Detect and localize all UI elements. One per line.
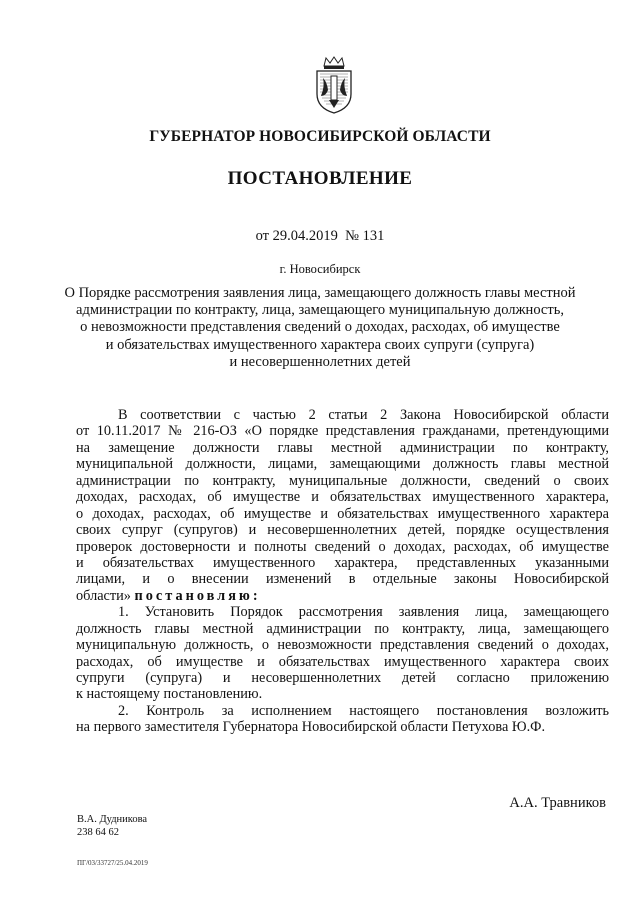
- item-1-line: должность главы местной администрации по контракту, лица, замещающего: [76, 620, 609, 637]
- item-1-line: к настоящему постановлению.: [76, 686, 263, 703]
- body-line: лицами, и о внесении изменений в отдельные законы Новосибирской: [76, 571, 609, 588]
- item-2-line: на первого заместителя Губернатора Новосибирской области Петухова Ю.Ф.: [76, 719, 546, 736]
- body-line: доходах, расходах, об имуществе и обязательствах имущественного характера,: [76, 489, 609, 506]
- item-2-line: 2. Контроль за исполнением настоящего постановления возложить: [118, 702, 609, 719]
- executor-block: [77, 814, 147, 839]
- footer-code: ПГ/03/33727/25.04.2019: [77, 859, 148, 867]
- preamble-end-line: [76, 588, 609, 604]
- document-body: [76, 407, 609, 736]
- document-type-title: ПОСТАНОВЛЕНИЕ: [227, 168, 413, 189]
- body-line: проверок достоверности и полноты сведений о доходах, расходах, об имуществе: [76, 538, 609, 555]
- item-1-line: супруги (супруга) и несовершеннолетних детей согласно приложению: [76, 670, 609, 686]
- body-line: от 10.11.2017 № 216-ОЗ «О порядке представления гражданами, претендующими: [76, 423, 609, 440]
- novosibirsk-coat-of-arms-icon: [312, 56, 356, 114]
- item-1-line: расходах, об имуществе и обязательствах имущественного характера своих: [76, 653, 609, 670]
- item-1-line: муниципальную должность, о невозможности представления сведений о доходах,: [76, 637, 609, 654]
- decree-word: постановляю:: [134, 587, 261, 604]
- body-line: о доходах, расходах, об имуществе и обязательствах имущественного характера: [76, 505, 609, 522]
- signature-name: А.А. Травников: [509, 795, 606, 811]
- executor-phone: 238 64 62: [77, 826, 119, 838]
- executor-name: В.А. Дудникова: [77, 814, 148, 825]
- body-line: муниципальной должности, лицами, замещающими должность главы местной: [76, 456, 609, 473]
- body-line: области»: [76, 587, 131, 604]
- body-line: и обязательствах имущественного характера, представленных указанными: [76, 554, 609, 571]
- body-line: В соответствии с частью 2 статьи 2 Закона Новосибирской области: [118, 407, 609, 423]
- subject-line: и несовершеннолетних детей: [229, 353, 411, 370]
- document-subject: [0, 285, 640, 371]
- organization-title: ГУБЕРНАТОР НОВОСИБИРСКОЙ ОБЛАСТИ: [149, 128, 491, 145]
- subject-line: и обязательствах имущественного характера своих супруги (супруга): [105, 336, 535, 353]
- body-line: администрации по контракту, муниципальные должности, сведений о своих: [76, 472, 609, 489]
- subject-line: администрации по контракту, лица, замещающего муниципальную должность,: [76, 302, 564, 319]
- body-line: на замещение должности главы местной администрации по контракту,: [76, 439, 609, 456]
- body-line: своих супруг (супругов) и несовершеннолетних детей, порядке осуществления: [76, 522, 609, 539]
- subject-line: о невозможности представления сведений о доходах, расходах, об имуществе: [80, 319, 560, 336]
- city-label: г. Новосибирск: [279, 262, 361, 276]
- item-1-line: 1. Установить Порядок рассмотрения заявления лица, замещающего: [118, 604, 609, 621]
- subject-line: О Порядке рассмотрения заявления лица, замещающего должность главы местной: [64, 285, 576, 301]
- date-and-number: от 29.04.2019 № 131: [255, 228, 385, 244]
